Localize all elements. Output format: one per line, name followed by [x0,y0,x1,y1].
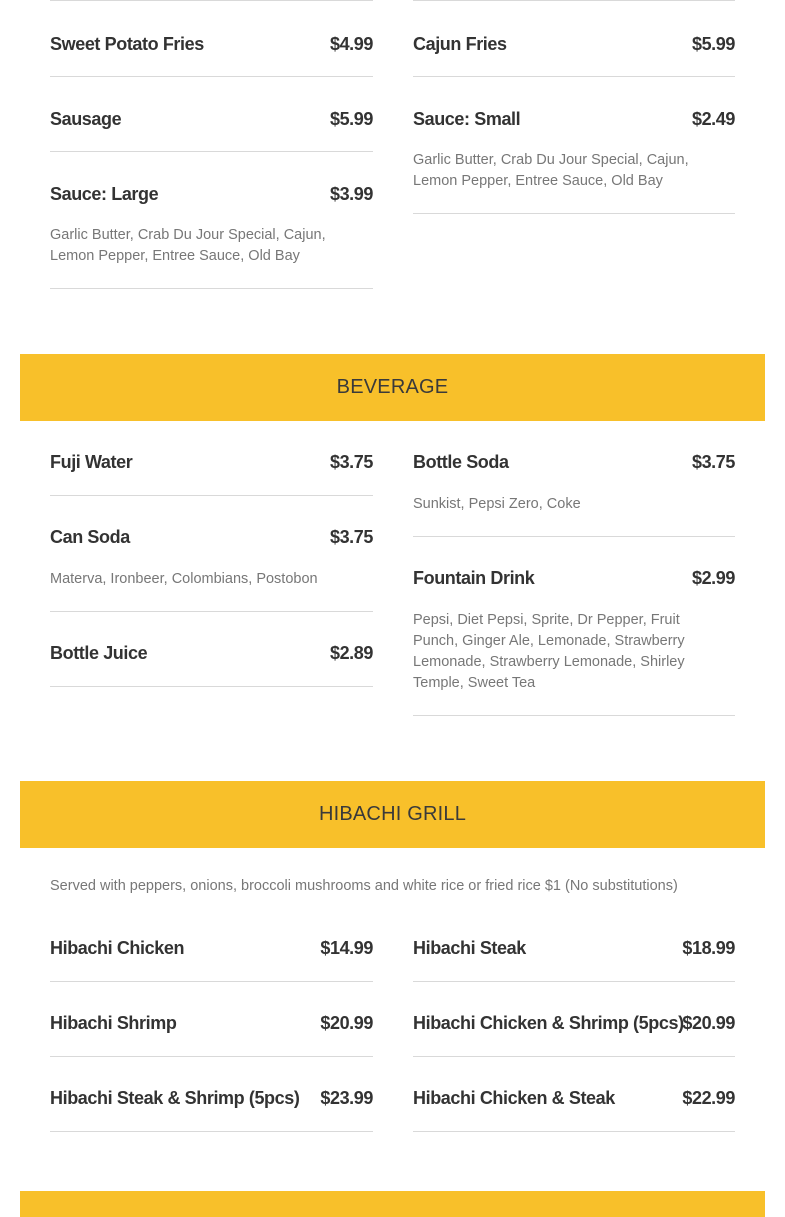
item-name: Sweet Potato Fries [50,34,204,54]
item-description: Garlic Butter, Crab Du Jour Special, Cajun, Lemon Pepper, Entree Sauce, Old Bay [50,227,326,264]
section-header-beverage: BEVERAGE [20,354,765,421]
menu-item-sauce-large[interactable] [50,151,373,289]
item-price: $22.99 [682,1088,735,1108]
menu-item-hibachi-steak-shrimp[interactable] [50,1056,373,1132]
item-name: Hibachi Chicken & Shrimp (5pcs) [413,1013,684,1033]
item-name: Fuji Water [50,452,133,472]
item-name: Hibachi Steak & Shrimp (5pcs) [50,1088,300,1108]
item-name: Cajun Fries [413,34,507,54]
menu-item-sweet-potato-fries[interactable] [50,0,373,77]
item-name: Can Soda [50,527,130,547]
item-description: Garlic Butter, Crab Du Jour Special, Cajun, Lemon Pepper, Entree Sauce, Old Bay [413,152,689,189]
item-price: $20.99 [682,1013,735,1033]
item-name: Sauce: Large [50,184,159,204]
item-price: $23.99 [320,1088,373,1108]
item-price: $14.99 [320,938,373,958]
menu-item-fuji-water[interactable] [50,421,373,496]
item-price: $3.75 [691,452,735,472]
item-name: Sauce: Small [413,109,521,129]
item-name: Sausage [50,109,122,129]
item-description: Pepsi, Diet Pepsi, Sprite, Dr Pepper, Fruit Punch, Ginger Ale, Lemonade, Strawberry Lemonade, Strawberry Lemonade, Shirley Temple, Sweet Tea [413,612,685,691]
item-price: $5.99 [329,109,373,129]
section-header-next [20,1191,765,1217]
menu-item-hibachi-chicken-steak[interactable] [413,1056,735,1132]
item-name: Bottle Juice [50,643,148,663]
menu-item-hibachi-steak[interactable] [413,906,735,982]
menu-item-can-soda[interactable] [50,495,373,612]
item-price: $3.99 [329,184,373,204]
item-name: Hibachi Chicken [50,938,185,958]
item-price: $20.99 [320,1013,373,1033]
menu-item-hibachi-shrimp[interactable] [50,981,373,1057]
item-name: Fountain Drink [413,568,535,588]
menu-item-hibachi-chicken[interactable] [50,906,373,982]
menu-item-sauce-small[interactable] [413,76,735,214]
item-name: Hibachi Chicken & Steak [413,1088,615,1108]
menu-item-bottle-soda[interactable] [413,421,735,537]
menu-item-fountain-drink[interactable] [413,536,735,716]
item-price: $2.49 [691,109,735,129]
item-description: Materva, Ironbeer, Colombians, Postobon [50,571,318,587]
section-note: Served with peppers, onions, broccoli mushrooms and white rice or fried rice $1 (No substitutions) [50,878,678,894]
item-price: $2.89 [329,643,373,663]
item-price: $4.99 [329,34,373,54]
item-description: Sunkist, Pepsi Zero, Coke [413,496,581,512]
item-name: Hibachi Steak [413,938,526,958]
item-name: Bottle Soda [413,452,509,472]
item-price: $5.99 [691,34,735,54]
item-price: $3.75 [329,527,373,547]
menu-item-hibachi-chicken-shrimp[interactable] [413,981,735,1057]
section-header-hibachi-grill: HIBACHI GRILL [20,781,765,848]
menu-item-sausage[interactable] [50,76,373,152]
item-name: Hibachi Shrimp [50,1013,177,1033]
menu-item-bottle-juice[interactable] [50,611,373,687]
menu-item-cajun-fries[interactable] [413,0,735,77]
item-price: $18.99 [682,938,735,958]
item-price: $3.75 [329,452,373,472]
item-price: $2.99 [691,568,735,588]
